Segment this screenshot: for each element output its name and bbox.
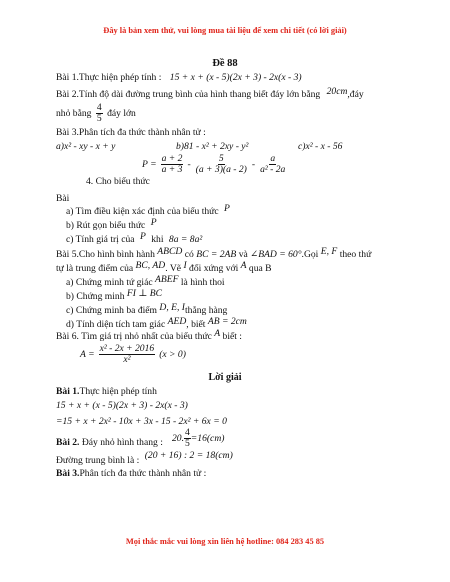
word-co: có [184,249,194,260]
exercise-2-text: Bài 2.Tính độ dài đường trung bình của hình thang biết đáy lớn bằng [56,89,321,100]
angle-condition: ∠BAD = 60° [250,249,302,260]
symmetric-text: đối xứng với [189,263,239,274]
expression-a-symbol: A [214,328,221,339]
fraction-3-numerator: a [270,153,276,164]
fraction-1-numerator: a + 2 [161,153,183,164]
exercise-5-d-text: d) Tính diện tích tam giác [66,319,166,330]
word-theo-thu: theo thứ [339,249,372,260]
solution-2-prefix: 20. [172,433,184,445]
exercise-5-a-tail: là hình thoi [180,277,225,288]
exercise-2-tail: ,đáy [347,89,364,100]
word-va: và [238,249,248,260]
point-a: A [240,260,247,271]
exercise-6-expression [80,344,186,365]
through-b-text: qua B [248,263,272,274]
solution-3-heading [56,468,206,479]
fraction-denominator: 5 [96,113,102,125]
solution-2-denominator: 5 [185,438,190,450]
exercise-1 [56,72,302,83]
p-symbol: P [150,217,157,228]
exercise-6-fraction [99,344,156,365]
exercise-5-b-text: b) Chứng minh [66,291,125,302]
exercise-4-c-khi: khi [151,234,164,245]
exercise-5-b [66,288,163,302]
exercise-4-expression [142,154,286,175]
fraction-3-denominator: a² - 2a [260,164,286,176]
fraction-3 [259,154,286,175]
bc-condition: BC = 2AB [196,249,237,260]
triangle-aed: AED [167,316,187,327]
exercise-3-label: Bài 3.Phân tích đa thức thành nhân tử : [56,127,206,138]
exercise-1-expression: 15 + x + (x - 5)(2x + 3) - 2x(x - 3) [169,72,302,83]
exercise-1-label: Bài 1.Thực hiện phép tính : [56,72,162,83]
exercise-2-line2-b: đáy lớn [107,107,136,119]
minus-sign: - [187,159,191,171]
solution-2-midline [56,450,233,466]
solution-1-line1: 15 + x + (x - 5)(2x + 3) - 2x(x - 3) [56,400,188,411]
exercise-2-fraction [96,103,103,124]
exercise-4-label: 4. Cho biểu thức [86,176,150,187]
exercise-3-c: c)x² - x - 56 [298,141,343,152]
p-symbol: P [139,231,146,242]
a-equals: A = [80,349,95,361]
p-equals: P = [142,159,157,171]
exercise-4-b [66,217,157,231]
point-i: I [183,260,187,271]
exercise-5-c [66,302,228,316]
footer-hotline: Mọi thắc mắc vui lòng xin liên hệ hotline: 084 283 45 85 [125,537,325,546]
fraction-2 [195,154,248,175]
solution-1-text: Thực hiện phép tính [79,386,157,397]
solution-2-heading [56,437,163,448]
preview-notice: Đây là bản xem thử, vui lòng mua tài liệu để xem chi tiết (có lời giải) [103,26,347,35]
exercise-6-numerator: x² - 2x + 2016 [99,343,155,354]
exam-title: Đề 88 [212,58,238,69]
solution-2-result: =16(cm) [190,433,225,445]
exercise-5-a [66,274,225,288]
solution-1-label: Bài 1. [56,386,80,397]
solution-2-midline-expr: (20 + 16) : 2 = 18(cm) [144,450,233,461]
p-symbol: P [224,203,230,214]
exercise-4-bai: Bài [56,193,70,204]
solution-2-midline-text: Đường trung bình là : [56,455,140,466]
solution-2-fraction [184,428,191,449]
fraction-numerator: 4 [96,102,102,113]
exercise-4-a [66,203,230,217]
exercise-5-line1 [56,246,372,260]
solution-3-label: Bài 3. [56,468,80,479]
exercise-2-length: 20cm [326,86,348,97]
exercise-5-c-text: c) Chứng minh ba điểm [66,305,157,316]
exercise-4-c [66,231,203,245]
exercise-5-c-tail: thẳng hàng [184,305,228,316]
exercise-5-d-mid: , biết [186,319,206,330]
exercise-4-c-condition: 8a = 8a² [168,234,203,245]
solution-2-calc [172,428,224,449]
exercise-3-b: b)81 - x² + 2xy - y² [176,141,249,152]
exercise-2-line2 [56,103,136,124]
midpoint-text: tự là trung điểm của [56,263,134,274]
exercise-2-line2-a: nhỏ bằng [56,107,92,119]
solution-2-numerator: 4 [185,427,190,438]
exercise-6-denominator: x² [123,354,131,366]
quadrilateral-abef: ABEF [155,274,179,285]
minus-sign: - [251,159,256,171]
fraction-1-denominator: a + 3 [161,164,183,176]
exercise-3-a: a)x² - xy - x + y [56,141,116,152]
fraction-1 [161,154,184,175]
fraction-2-numerator: 5 [218,153,224,164]
solution-2-text: Đáy nhỏ hình thang : [81,437,163,448]
solution-1-line2: =15 + x + 2x² - 10x + 3x - 15 - 2x² + 6x = 0 [56,416,227,427]
exercise-4-b-text: b) Rút gọn biểu thức [66,220,146,231]
points-dei: D, E, I [159,302,185,313]
solution-title: Lời giải [208,372,242,383]
exercise-2 [56,86,364,100]
points-ef: E, F [320,246,338,257]
exercise-6-condition: (x > 0) [159,349,186,361]
perpendicular-fi-bc: FI ⊥ BC [126,288,163,299]
ab-length: AB = 2cm [207,316,247,327]
solution-1-heading [56,386,157,397]
fraction-2-denominator: (a + 3)(a - 2) [195,164,247,176]
exercise-6-label: Bài 6. Tìm giá trị nhỏ nhất của biểu thức [56,331,212,342]
parallelogram-name: ABCD [157,246,183,257]
exercise-4-a-text: a) Tìm điều kiện xác định của biểu thức [66,206,219,217]
exercise-5-a-text: a) Chứng minh tứ giác [66,277,153,288]
solution-2-label: Bài 2. [56,437,80,448]
solution-3-text: Phân tích đa thức thành nhân tử : [79,468,207,479]
word-goi: .Gọi [301,249,319,260]
exercise-5-intro: Bài 5.Cho hình bình hành [56,249,155,260]
exercise-6-label-line [56,328,242,342]
exercise-5-line2 [56,260,272,274]
word-biet: biết : [222,331,242,342]
exercise-4-c-text: c) Tính giá trị của [66,234,135,245]
word-ve: . Vẽ [165,263,182,274]
segments-bc-ad: BC, AD [135,260,166,271]
